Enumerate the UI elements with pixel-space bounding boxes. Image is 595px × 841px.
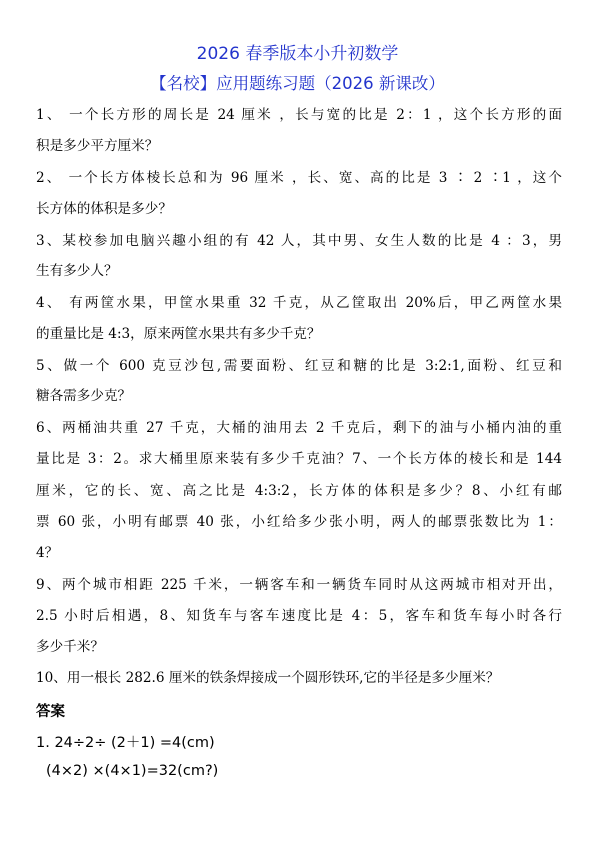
question-3-line-1: 3、某校参加电脑兴趣小组的有 42 人，其中男、女生人数的比是 4 ：3，男 — [36, 233, 562, 249]
question-9-line-3: 多少千米？ — [36, 639, 104, 655]
answer-1-line-1: 1. 24÷2÷ (2＋1) =4(cm) — [36, 735, 215, 751]
question-5-line-1: 5、做一个 600 克豆沙包,需要面粉、红豆和糖的比是 3:2:1,面粉、红豆和 — [36, 358, 562, 374]
question-4-line-1: 4、 有两筐水果，甲筐水果重 32 千克，从乙筐取出 20%后，甲乙两筐水果 — [36, 295, 562, 311]
document-title: 2026 春季版本小升初数学 — [196, 44, 399, 64]
question-2-line-1: 2、 一个长方体棱长总和为 96 厘米 ，长、宽、高的比是 3 ∶ 2 ∶1 ，这个 — [36, 170, 562, 186]
question-9-line-2: 2.5 小时后相遇，8、知货车与客车速度比是 4：5，客车和货车每小时各行 — [36, 608, 562, 624]
answer-heading: 答案 — [36, 704, 65, 720]
question-8-line-end: 4？ — [36, 545, 59, 561]
question-6-line-1: 6、两桶油共重 27 千克，大桶的油用去 2 千克后，剩下的油与小桶内油的重 — [36, 420, 562, 436]
question-1-line-1: 1、 一个长方形的周长是 24 厘米 ，长与宽的比是 2：1 ，这个长方形的面 — [36, 107, 562, 123]
question-9-line-1: 9、两个城市相距 225 千米，一辆客车和一辆货车同时从这两城市相对开出， — [36, 577, 562, 593]
document-subtitle: 【名校】应用题练习题（2026 新课改） — [150, 74, 445, 93]
question-5-line-2: 糖各需多少克？ — [36, 388, 132, 404]
question-10-line: 10、用一根长 282.6 厘米的铁条焊接成一个圆形铁环,它的半径是多少厘米？ — [36, 670, 500, 686]
answer-1-line-2: (4×2) ×(4×1)=32(cm?) — [46, 763, 219, 779]
question-8-line: 票 60 张，小明有邮票 40 张，小红给多少张小明，两人的邮票张数比为 1： — [36, 514, 562, 530]
question-7-line: 厘米，它的长、宽、高之比是 4:3:2，长方体的体积是多少？8、小红有邮 — [36, 483, 562, 499]
question-4-line-2: 的重量比是 4:3，原来两筐水果共有多少千克？ — [36, 326, 321, 342]
question-1-line-2: 积是多少平方厘米？ — [36, 138, 159, 154]
question-2-line-2: 长方体的体积是多少？ — [36, 201, 172, 217]
question-6-line-2: 量比是 3：2。求大桶里原来装有多少千克油？7、一个长方体的棱长和是 144 — [36, 451, 562, 467]
question-3-line-2: 生有多少人？ — [36, 263, 118, 279]
